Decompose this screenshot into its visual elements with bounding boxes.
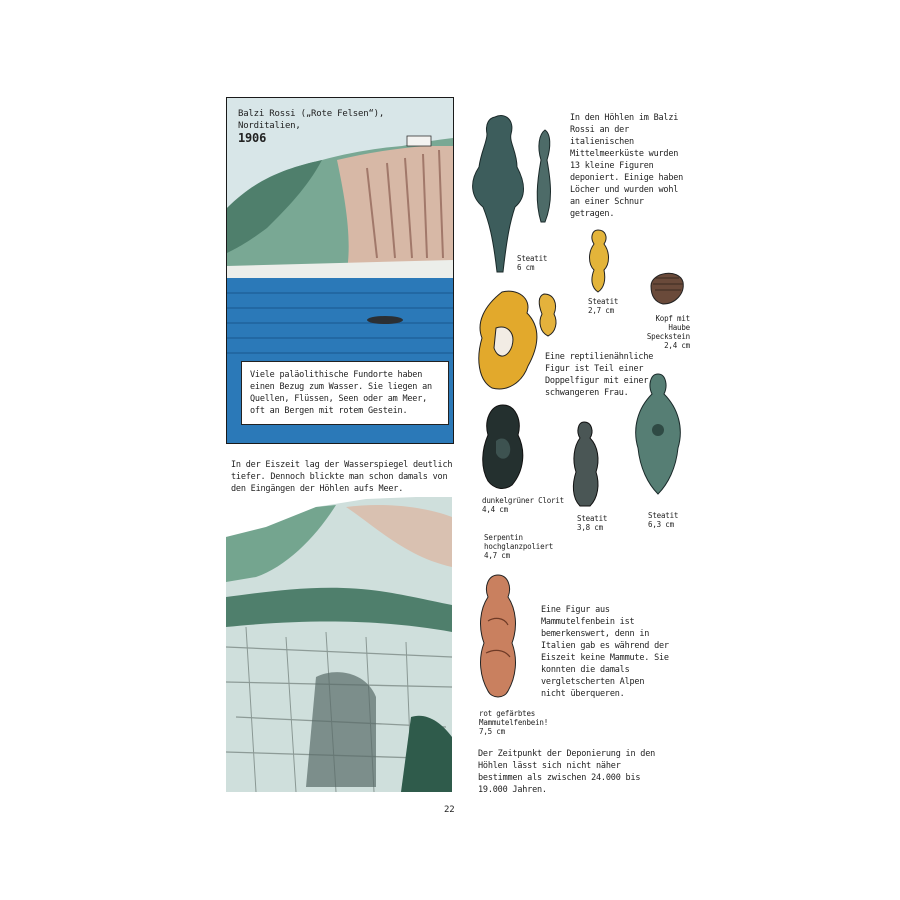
page-number: 22 — [444, 805, 455, 815]
label-mammoth-ivory: rot gefärbtes Mammutelfenbein! 7,5 cm — [479, 709, 549, 736]
label-steatit-3-8cm: Steatit 3,8 cm — [577, 514, 608, 532]
label-serpentin: Serpentin hochglanzpoliert 4,7 cm — [484, 533, 554, 560]
ice-age-text: In der Eiszeit lag der Wasserspiegel deutlich tiefer. Dennoch blickte man schon damals von den Eingängen der Höhlen aufs Meer. — [231, 460, 453, 494]
label-dark-green-clorite: dunkelgrüner Clorit 4,4 cm — [482, 496, 564, 514]
panel-caption — [238, 108, 438, 144]
figurine-steatit-3-8cm — [566, 420, 606, 508]
figurine-mammoth-ivory — [474, 573, 524, 703]
figurine-dark-green-clorite — [478, 401, 528, 491]
panel-cave-cliff — [226, 497, 452, 792]
label-steatit-6cm: Steatit 6 cm — [517, 254, 548, 272]
mammoth-text: Eine Figur aus Mammutelfenbein ist bemerkenswert, denn in Italien gab es während der Eiszeit keine Mammute. Sie konnten die damals vergletscherten Alpen nicht überqueren. — [541, 605, 669, 699]
panel-balzi-rossi-1906 — [226, 97, 454, 444]
figurine-steatit-6-3cm — [628, 372, 688, 496]
figurine-steatit-2-7cm — [586, 228, 612, 294]
closing-text: Der Zeitpunkt der Deponierung in den Höhlen lässt sich nicht näher bestimmen als zwischen 24.000 bis 19.000 Jahren. — [478, 749, 656, 795]
caption-year: 1906 — [238, 131, 267, 145]
caption-location: Balzi Rossi („Rote Felsen“), Norditalien, — [238, 109, 385, 131]
cave-cliff-illustration — [226, 497, 452, 792]
figurine-head-with-hood — [645, 266, 687, 306]
intro-text: In den Höhlen im Balzi Rossi an der italienischen Mittelmeerküste wurden 13 kleine Figuren deponiert. Einige haben Löcher und wurden wohl an einer Schnur getragen. — [570, 113, 684, 219]
figurine-steatit-6cm-pair — [465, 112, 555, 277]
label-steatit-6-3cm: Steatit 6,3 cm — [648, 511, 679, 529]
label-head-with-hood: Kopf mit Haube Speckstein 2,4 cm — [646, 314, 690, 350]
caption-box: Viele paläolithische Fundorte haben einen Bezug zum Wasser. Sie liegen an Quellen, Flüssen, Seen oder am Meer, oft an Bergen mit rotem Gestein. — [241, 361, 449, 425]
label-steatit-2-7cm: Steatit 2,7 cm — [588, 297, 619, 315]
reptile-text: Eine reptilienähnliche Figur ist Teil einer Doppelfigur mit einer schwangeren Frau. — [545, 352, 654, 398]
